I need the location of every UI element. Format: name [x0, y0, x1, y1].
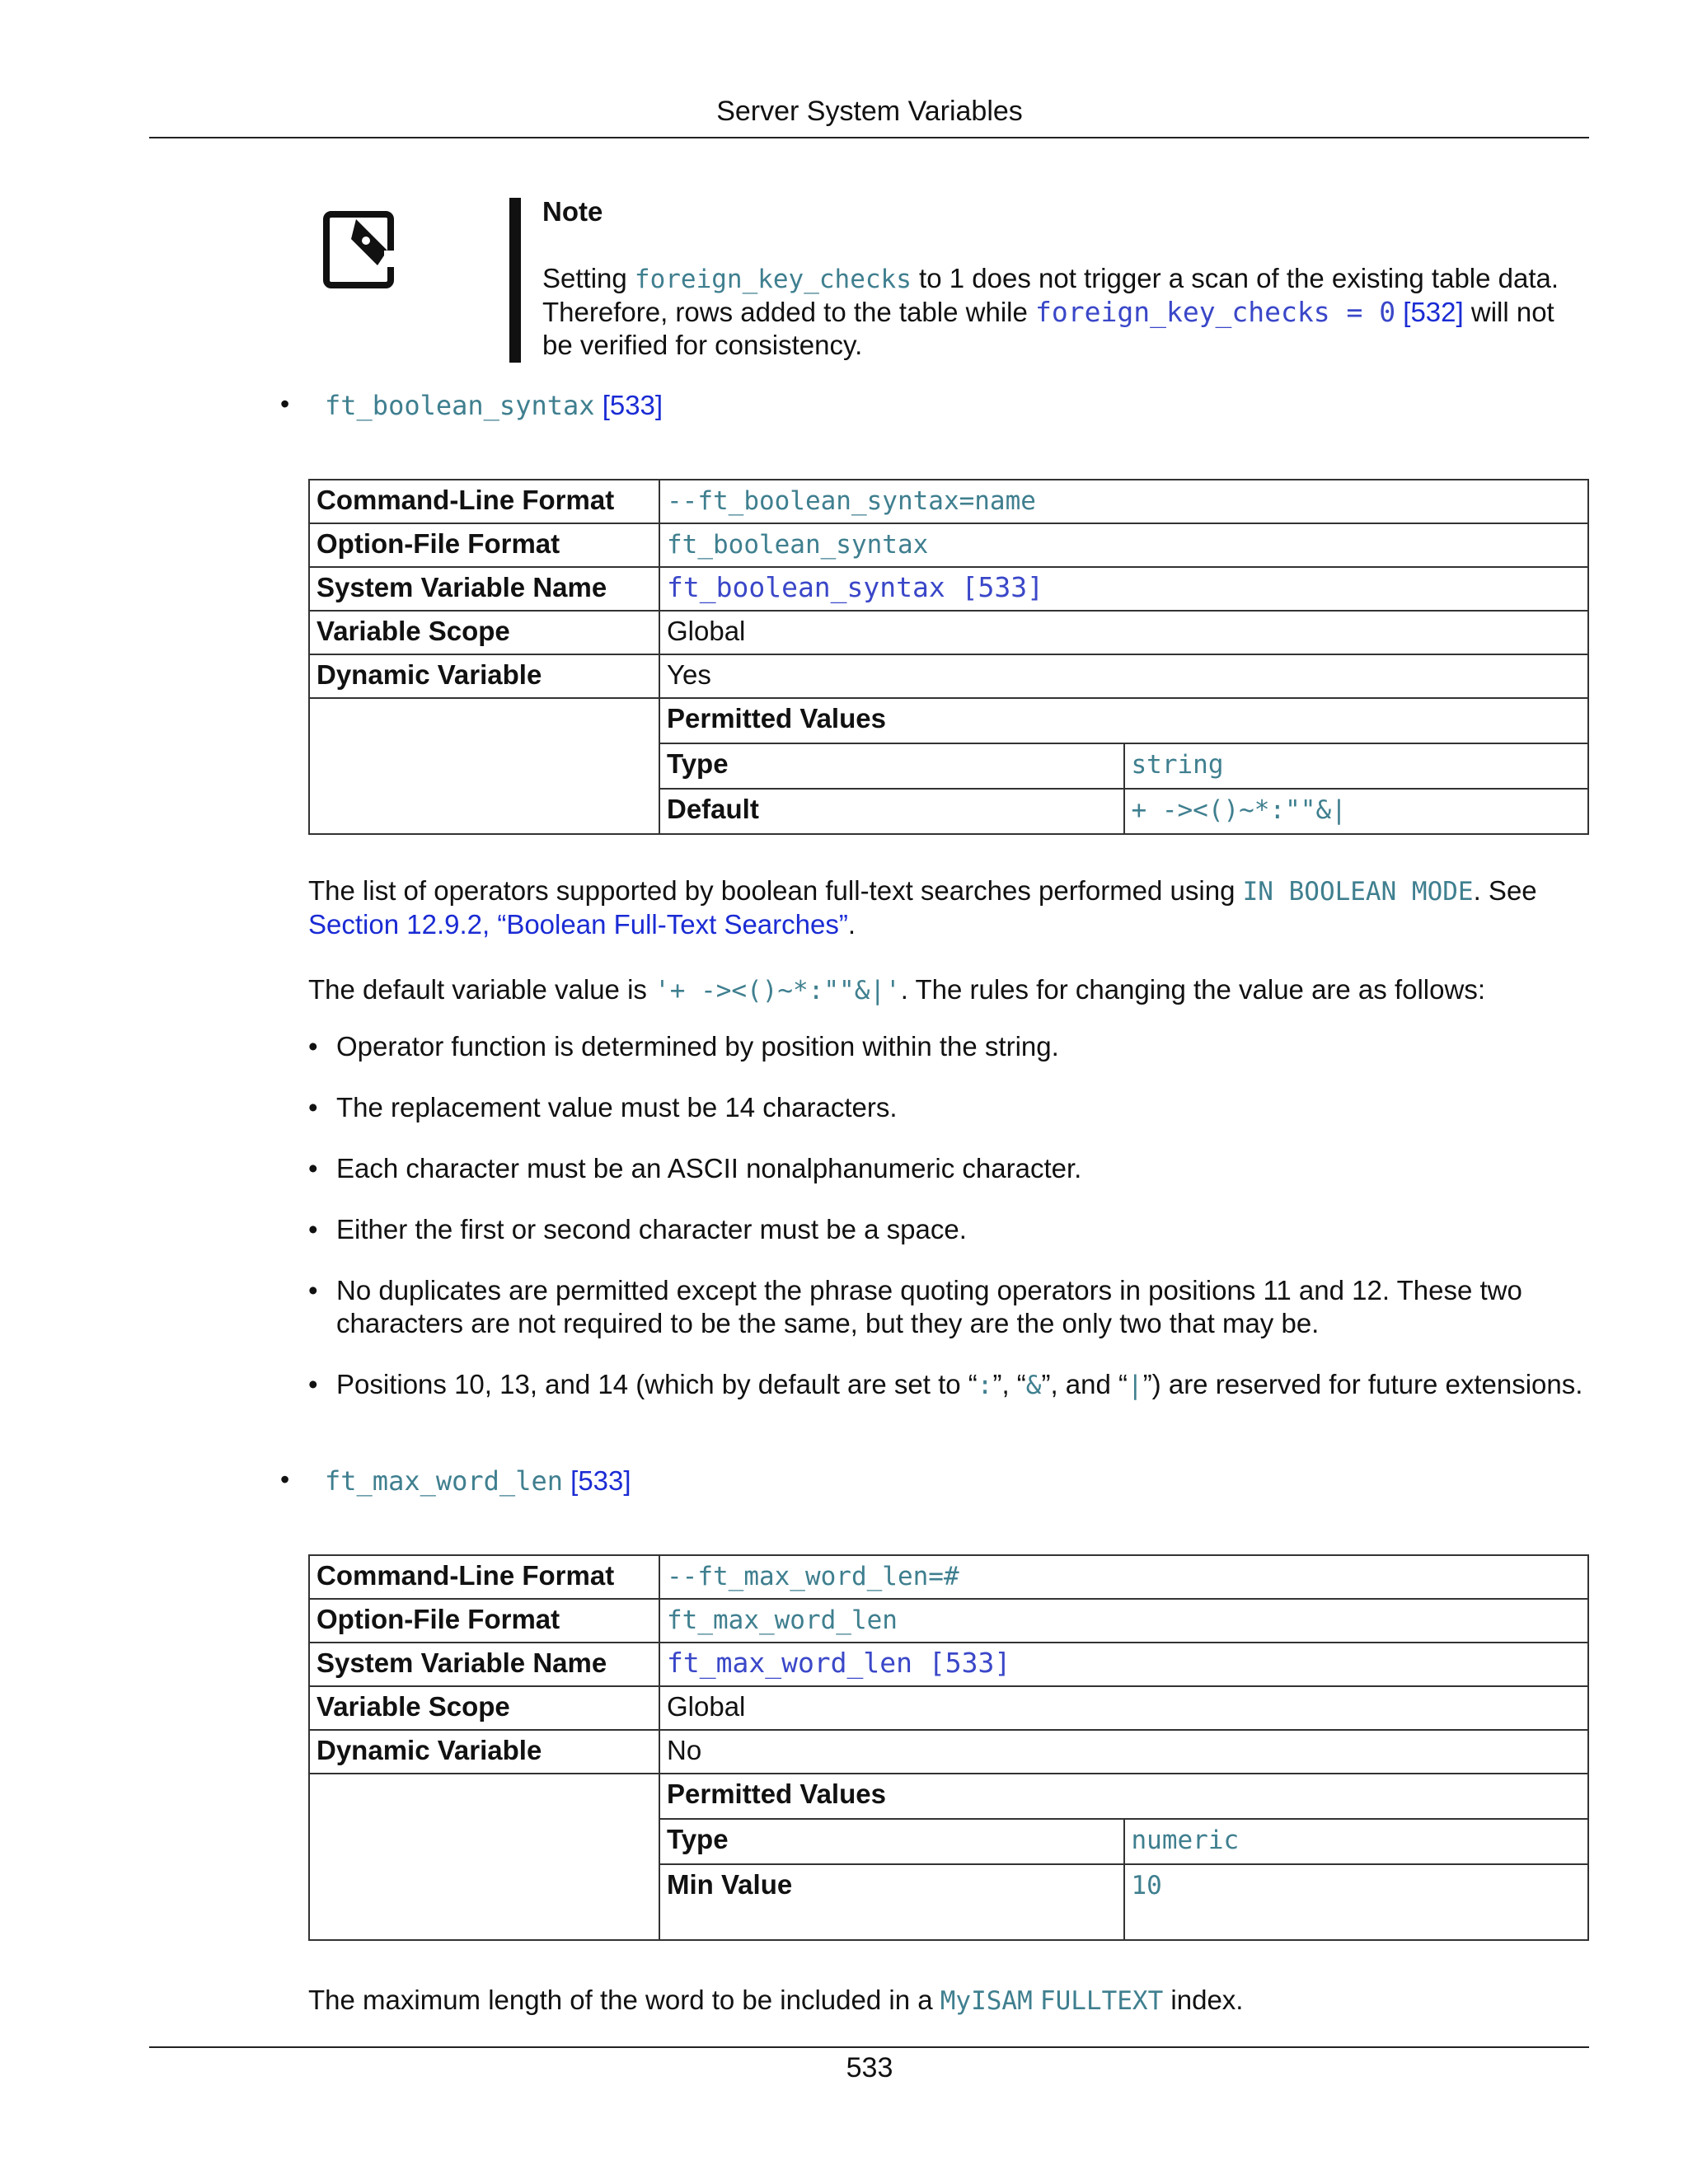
note-text: to 1 does not trigger a scan of the existing table data. Therefore, rows added to the table while — [542, 263, 1559, 327]
default-value — [1124, 789, 1588, 833]
table-row — [309, 611, 1588, 654]
note-text: Setting — [542, 263, 635, 293]
bullet: • — [308, 1153, 318, 1183]
table-row — [309, 1555, 1588, 1599]
table-row — [309, 1774, 1588, 1940]
cmd-line-value — [659, 1555, 1588, 1599]
note-icon — [323, 211, 399, 293]
var-heading-ft-max-word-len — [325, 1465, 631, 1497]
page-header-title: Server System Variables — [716, 96, 1023, 127]
var-heading-ft-boolean-syntax — [325, 390, 663, 421]
option-file-value — [659, 1599, 1588, 1643]
list-item-text: Either the first or second character must be a space. — [336, 1214, 967, 1244]
type-label: Type — [660, 1819, 1124, 1864]
table-row — [309, 1686, 1588, 1730]
min-value-label: Min Value — [660, 1864, 1124, 1939]
cmd-line-label: Command-Line Format — [309, 480, 659, 523]
note-text: will not be verified for consistency. — [542, 297, 1554, 360]
footer-divider — [149, 2046, 1589, 2048]
text: . The rules for changing the value are as follows: — [900, 974, 1485, 1005]
type-label: Type — [660, 743, 1124, 789]
code-value: --ft_boolean_syntax=name — [667, 486, 1036, 516]
paragraph-max-word-len — [308, 1984, 1589, 2018]
text: The maximum length of the word to be included in a — [308, 1985, 940, 2015]
section-link[interactable]: Section 12.9.2, “Boolean Full-Text Searches” — [308, 909, 848, 940]
list-item-text: Operator function is determined by position within the string. — [336, 1031, 1059, 1062]
variable-scope-value: Global — [659, 611, 1588, 654]
text: ”) are reserved for future extensions. — [1142, 1369, 1583, 1399]
note-accent-bar — [509, 198, 521, 363]
table-row — [309, 480, 1588, 523]
cmd-line-label: Command-Line Format — [309, 1555, 659, 1599]
system-variable-label: System Variable Name — [309, 567, 659, 611]
inline-code: | — [1128, 1371, 1143, 1400]
bullet: • — [308, 1092, 318, 1122]
code-link[interactable]: ft_boolean_syntax [533] — [667, 571, 1043, 603]
note-body — [542, 262, 1573, 362]
variable-scope-label: Variable Scope — [309, 611, 659, 654]
inline-code: : — [977, 1371, 993, 1400]
code-link[interactable]: ft_max_word_len [533] — [667, 1647, 1011, 1679]
list-item-text: The replacement value must be 14 characters. — [336, 1092, 898, 1122]
system-variable-value — [659, 1643, 1588, 1686]
permitted-values-table — [660, 699, 1587, 833]
permitted-values-cell — [659, 698, 1588, 834]
bullet: • — [308, 1275, 318, 1305]
bullet: • — [280, 1465, 290, 1494]
options-table-ft-max-word-len — [308, 1554, 1589, 1941]
bullet: • — [280, 389, 290, 419]
empty-cell — [309, 698, 659, 834]
var-name-link[interactable]: ft_max_word_len — [325, 1465, 563, 1497]
text: ”, and “ — [1041, 1369, 1128, 1399]
var-ref-link[interactable]: [533] — [602, 390, 663, 420]
text: The default variable value is — [308, 974, 655, 1005]
text: . — [847, 909, 856, 940]
page-number: 533 — [846, 2052, 893, 2083]
text: index. — [1163, 1985, 1244, 2015]
code-value: numeric — [1131, 1825, 1240, 1855]
type-value — [1124, 1819, 1588, 1864]
code-value: ft_boolean_syntax — [667, 530, 929, 560]
bullet: • — [308, 1031, 318, 1062]
list-item — [308, 1213, 1589, 1246]
dynamic-variable-value: Yes — [659, 654, 1588, 698]
note-title: Note — [542, 196, 603, 227]
code-value: --ft_max_word_len=# — [667, 1562, 959, 1591]
paragraph-description — [308, 874, 1589, 941]
inline-code: MyISAM — [940, 1986, 1033, 2016]
table-row — [309, 523, 1588, 567]
table-row — [309, 698, 1588, 834]
text: Positions 10, 13, and 14 (which by default are set to “ — [336, 1369, 978, 1399]
variable-scope-value: Global — [659, 1686, 1588, 1730]
option-file-label: Option-File Format — [309, 523, 659, 567]
option-file-value — [659, 523, 1588, 567]
text — [1033, 1985, 1040, 2015]
code-value: 10 — [1131, 1871, 1162, 1900]
type-value — [1124, 743, 1588, 789]
list-item — [308, 1030, 1589, 1063]
bullet: • — [308, 1369, 318, 1399]
dynamic-variable-label: Dynamic Variable — [309, 654, 659, 698]
table-row — [309, 654, 1588, 698]
permitted-values-heading: Permitted Values — [660, 1774, 1587, 1819]
min-value — [1124, 1864, 1588, 1939]
var-ref-link[interactable]: [533] — [570, 1465, 631, 1496]
table-row — [309, 1643, 1588, 1686]
code-value: string — [1131, 750, 1224, 780]
list-item — [308, 1274, 1589, 1340]
cmd-line-value — [659, 480, 1588, 523]
inline-code: '+ -><()~*:""&|' — [654, 976, 901, 1005]
inline-code: & — [1025, 1371, 1042, 1400]
list-item — [308, 1152, 1589, 1185]
note-code-foreign-key-checks-0[interactable]: foreign_key_checks = 0 — [1035, 296, 1396, 328]
list-item-text: Each character must be an ASCII nonalphanumeric character. — [336, 1153, 1082, 1183]
var-name-link[interactable]: ft_boolean_syntax — [325, 390, 595, 421]
text: ”, “ — [992, 1369, 1026, 1399]
dynamic-variable-value: No — [659, 1730, 1588, 1774]
permitted-values-heading: Permitted Values — [660, 699, 1587, 743]
text: The list of operators supported by boolean full-text searches performed using — [308, 875, 1243, 906]
code-value: + -><()~*:""&| — [1131, 795, 1347, 825]
default-label: Default — [660, 789, 1124, 833]
text: . See — [1473, 875, 1537, 906]
inline-code: FULLTEXT — [1039, 1986, 1164, 2016]
list-item — [308, 1091, 1589, 1124]
note-code-foreign-key-checks: foreign_key_checks — [634, 265, 912, 294]
options-table-ft-boolean-syntax — [308, 479, 1589, 835]
header-divider — [149, 137, 1589, 138]
bullet: • — [308, 1214, 318, 1244]
permitted-values-table — [660, 1774, 1587, 1939]
rules-list — [308, 1030, 1589, 1430]
code-value: ft_max_word_len — [667, 1605, 898, 1635]
variable-scope-label: Variable Scope — [309, 1686, 659, 1730]
permitted-values-cell — [659, 1774, 1588, 1940]
table-row — [309, 567, 1588, 611]
table-row — [309, 1599, 1588, 1643]
empty-cell — [309, 1774, 659, 1940]
table-row — [309, 1730, 1588, 1774]
list-item-text: No duplicates are permitted except the phrase quoting operators in positions 11 and 12. These two characters are not required to be the same, but they are the only two that may be. — [336, 1275, 1522, 1338]
system-variable-value — [659, 567, 1588, 611]
system-variable-label: System Variable Name — [309, 1643, 659, 1686]
dynamic-variable-label: Dynamic Variable — [309, 1730, 659, 1774]
list-item — [308, 1368, 1589, 1402]
paragraph-default — [308, 973, 1589, 1007]
inline-code: IN BOOLEAN MODE — [1242, 877, 1474, 907]
option-file-label: Option-File Format — [309, 1599, 659, 1643]
note-ref-link[interactable]: [532] — [1403, 297, 1464, 327]
